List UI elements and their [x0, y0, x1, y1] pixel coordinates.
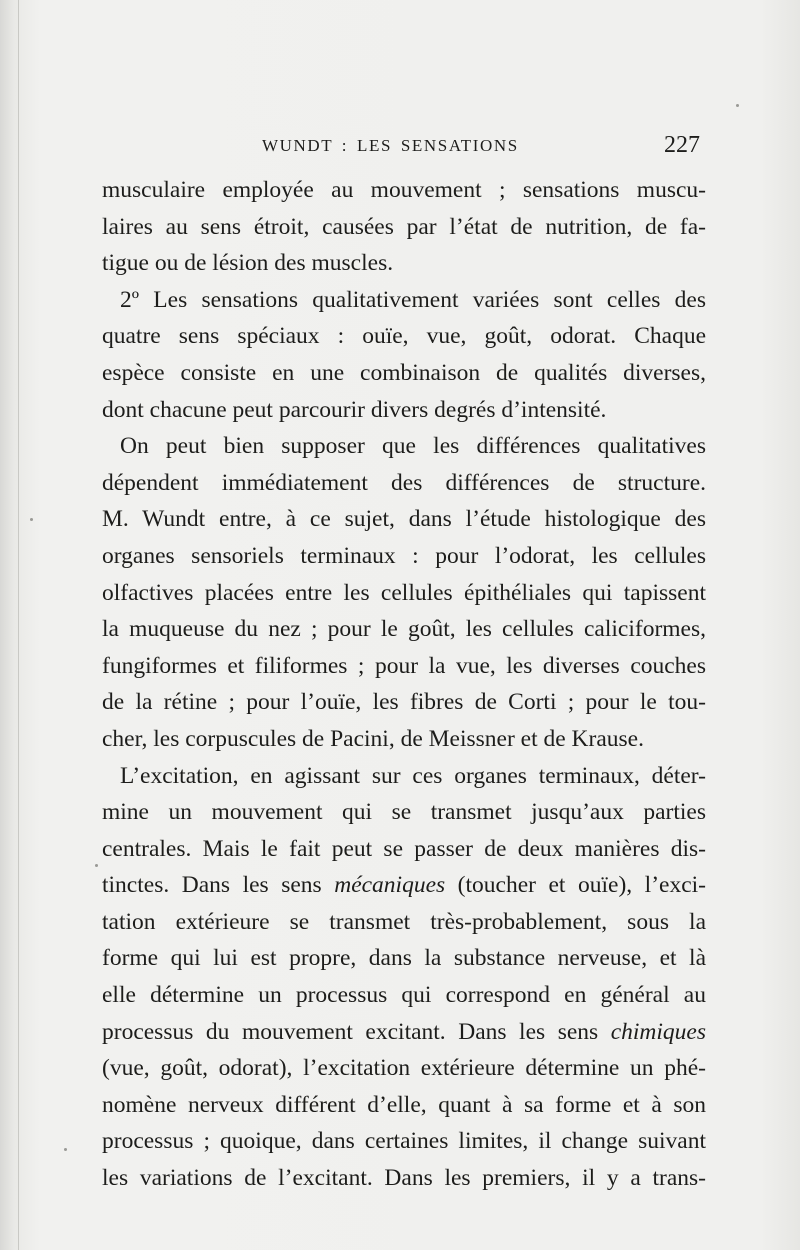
text-line: forme qui lui est propre, dans la substance nerveuse, et là [102, 945, 706, 972]
text-line: M. Wundt entre, à ce sujet, dans l’étude histologique des [102, 506, 706, 533]
text-line: fungiformes et filiformes ; pour la vue, les diverses couches [102, 652, 706, 679]
text-segment: (toucher et ouïe), l’exci- [445, 872, 707, 899]
text-line: nomène nerveux différent d’elle, quant à sa forme et à son [102, 1091, 706, 1118]
text-line: les variations de l’excitant. Dans les premiers, il y a trans- [102, 1165, 706, 1192]
text-segment: processus du mouvement excitant. Dans les sens [102, 1018, 611, 1045]
page-number: 227 [664, 132, 700, 158]
text-line: (vue, goût, odorat), l’excitation extérieure détermine un phé- [102, 1055, 706, 1082]
text-line: processus ; quoique, dans certaines limites, il change suivant [102, 1128, 706, 1155]
paper-speck [95, 864, 98, 867]
body-text [102, 172, 706, 1197]
text-line: tigue ou de lésion des muscles. [102, 250, 394, 277]
text-line: laires au sens étroit, causées par l’état de nutrition, de fa- [102, 213, 706, 240]
text-line: musculaire employée au mouvement ; sensations muscu- [102, 177, 706, 203]
running-head [100, 134, 700, 164]
paper-speck [736, 104, 739, 107]
text-line: cher, les corpuscules de Pacini, de Meissner et de Krause. [102, 725, 644, 752]
page-gutter [18, 0, 19, 1250]
text-segment: tinctes. Dans les sens [102, 872, 335, 899]
running-title: WUNDT : LES SENSATIONS [262, 136, 519, 155]
text-line: espèce consiste en une combinaison de qualités diverses, [102, 359, 706, 386]
paper-speck [30, 518, 33, 521]
italic-term: chimiques [610, 1018, 706, 1045]
paragraph-first-line: 2º Les sensations qualitativement variées sont celles des [120, 286, 706, 313]
paragraph-first-line: On peut bien supposer que les différences qualitatives [120, 433, 706, 460]
text-line-with-italic [102, 867, 706, 904]
text-line: mine un mouvement qui se transmet jusqu’aux parties [102, 799, 706, 826]
text-line-with-italic [102, 1014, 706, 1051]
text-line: elle détermine un processus qui correspond en général au [102, 982, 706, 1009]
italic-term: mécaniques [334, 872, 446, 899]
text-line: tation extérieure se transmet très-probablement, sous la [102, 908, 706, 935]
text-line: dont chacune peut parcourir divers degrés d’intensité. [102, 396, 607, 423]
text-line: de la rétine ; pour l’ouïe, les fibres de Corti ; pour le tou- [102, 689, 706, 716]
text-line: la muqueuse du nez ; pour le goût, les cellules caliciformes, [102, 616, 706, 643]
text-line: quatre sens spéciaux : ouïe, vue, goût, odorat. Chaque [102, 323, 706, 350]
text-line: organes sensoriels terminaux : pour l’odorat, les cellules [102, 542, 706, 569]
paragraph-first-line: L’excitation, en agissant sur ces organes terminaux, déter- [120, 762, 706, 789]
text-line: olfactives placées entre les cellules épithéliales qui tapissent [102, 579, 706, 606]
paper-speck [64, 1148, 67, 1151]
text-line: centrales. Mais le fait peut se passer de deux manières dis- [102, 835, 706, 862]
text-line: dépendent immédiatement des différences de structure. [102, 469, 706, 496]
